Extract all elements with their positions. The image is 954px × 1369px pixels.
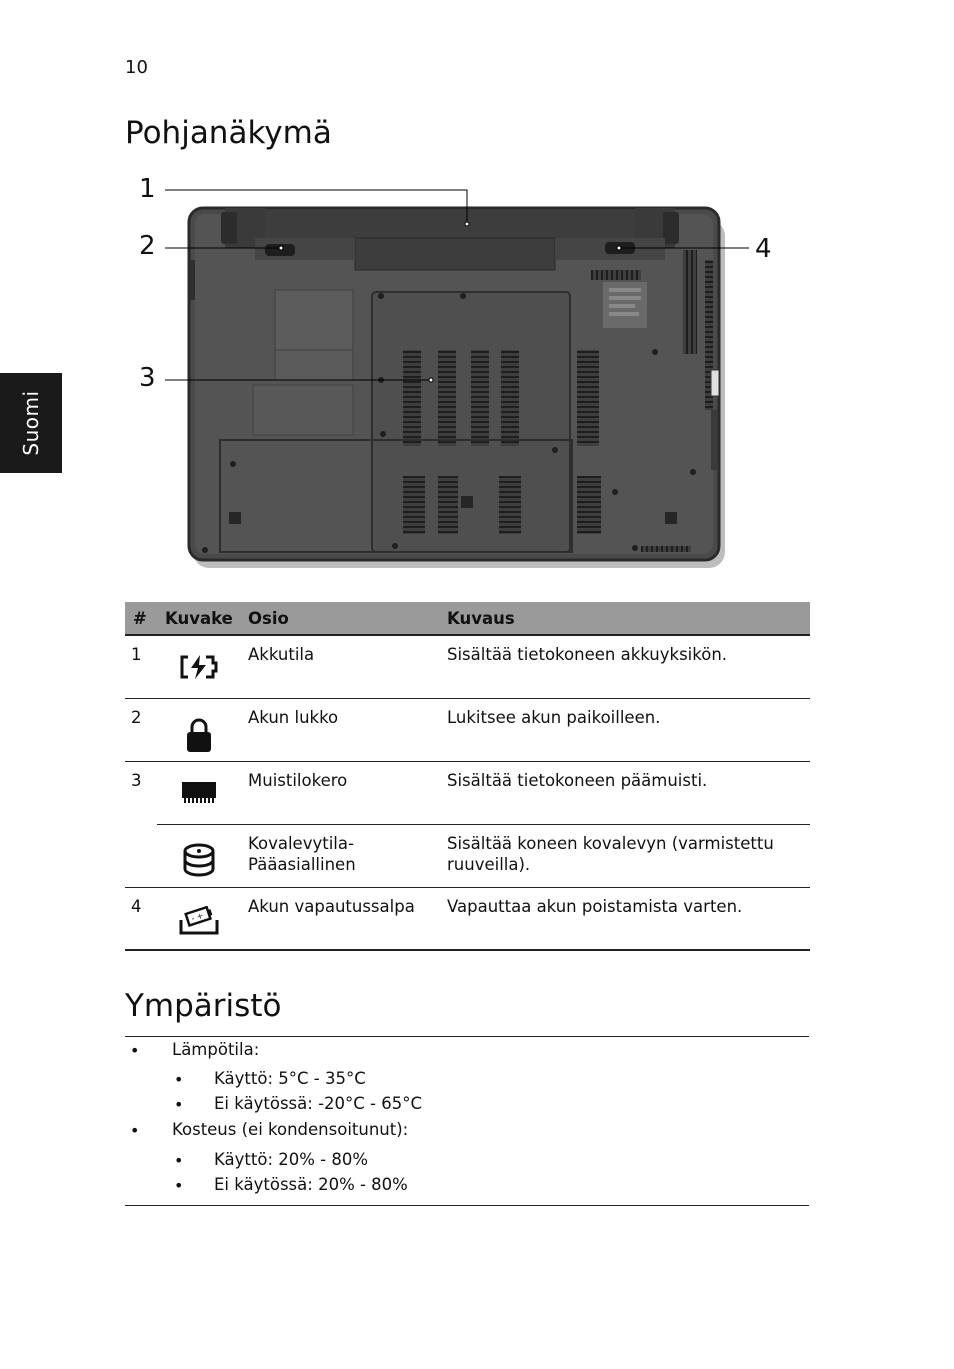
row-description: Lukitsee akun paikoilleen. — [439, 698, 810, 761]
table-row — [125, 824, 810, 887]
callout-3: 3 — [139, 363, 156, 393]
bullet-icon: • — [174, 1095, 184, 1114]
memory-icon — [181, 789, 217, 808]
section-title-environment: Ympäristö — [125, 988, 282, 1024]
hard-disk-icon — [182, 862, 216, 881]
row-item-line2: Pääasiallinen — [248, 854, 356, 874]
row-item: Akun lukko — [240, 698, 439, 761]
table-row — [125, 698, 810, 761]
humidity-non-operating: Ei käytössä: 20% - 80% — [214, 1175, 408, 1194]
row-number — [125, 824, 157, 887]
humidity-operating: Käyttö: 20% - 80% — [214, 1150, 369, 1169]
callout-1: 1 — [139, 174, 156, 204]
divider — [125, 1036, 809, 1037]
row-item-line1: Kovalevytila- — [248, 833, 354, 853]
header-item: Osio — [240, 602, 439, 635]
side-tab-label: Suomi — [19, 390, 43, 456]
temperature-non-operating: Ei käytössä: -20°C - 65°C — [214, 1094, 422, 1113]
row-description: Sisältää tietokoneen päämuisti. — [439, 761, 810, 824]
row-item: Akun vapautussalpa — [240, 887, 439, 950]
bullet-icon: • — [174, 1070, 184, 1089]
table-row — [125, 887, 810, 950]
header-description: Kuvaus — [439, 602, 810, 635]
laptop-bottom-drawing — [125, 170, 815, 580]
humidity-label: Kosteus (ei kondensoitunut): — [172, 1120, 409, 1139]
row-number: 1 — [125, 635, 157, 698]
section-title-bottom-view: Pohjanäkymä — [125, 115, 332, 151]
battery-release-icon — [179, 910, 219, 940]
table-header-row — [125, 602, 810, 635]
svg-text:- +: - + — [189, 910, 204, 923]
bullet-icon: • — [130, 1121, 140, 1140]
table-row — [125, 761, 810, 824]
callout-2: 2 — [139, 231, 156, 261]
temperature-label: Lämpötila: — [172, 1040, 260, 1059]
callout-4: 4 — [755, 234, 772, 264]
laptop-bottom-illustration — [125, 170, 815, 580]
table-row — [125, 635, 810, 698]
components-table — [125, 602, 810, 951]
bullet-icon: • — [174, 1151, 184, 1170]
header-icon: Kuvake — [157, 602, 240, 635]
row-description-line1: Sisältää koneen kovalevyn (varmistettu — [447, 833, 774, 853]
row-description: Sisältää tietokoneen akkuyksikön. — [439, 635, 810, 698]
header-number: # — [125, 602, 157, 635]
row-item: Muistilokero — [240, 761, 439, 824]
bullet-icon: • — [130, 1041, 140, 1060]
bullet-icon: • — [174, 1176, 184, 1195]
row-number: 3 — [131, 770, 142, 790]
battery-bay-icon — [180, 665, 218, 684]
row-description-line2: ruuveilla). — [447, 854, 531, 874]
row-number: 2 — [125, 698, 157, 761]
lock-icon — [185, 738, 213, 757]
row-item: Akkutila — [240, 635, 439, 698]
divider — [125, 1205, 809, 1206]
temperature-operating: Käyttö: 5°C - 35°C — [214, 1069, 366, 1088]
page-number: 10 — [125, 57, 148, 78]
row-number: 4 — [125, 887, 157, 950]
language-side-tab — [0, 373, 62, 473]
row-description: Vapauttaa akun poistamista varten. — [439, 887, 810, 950]
